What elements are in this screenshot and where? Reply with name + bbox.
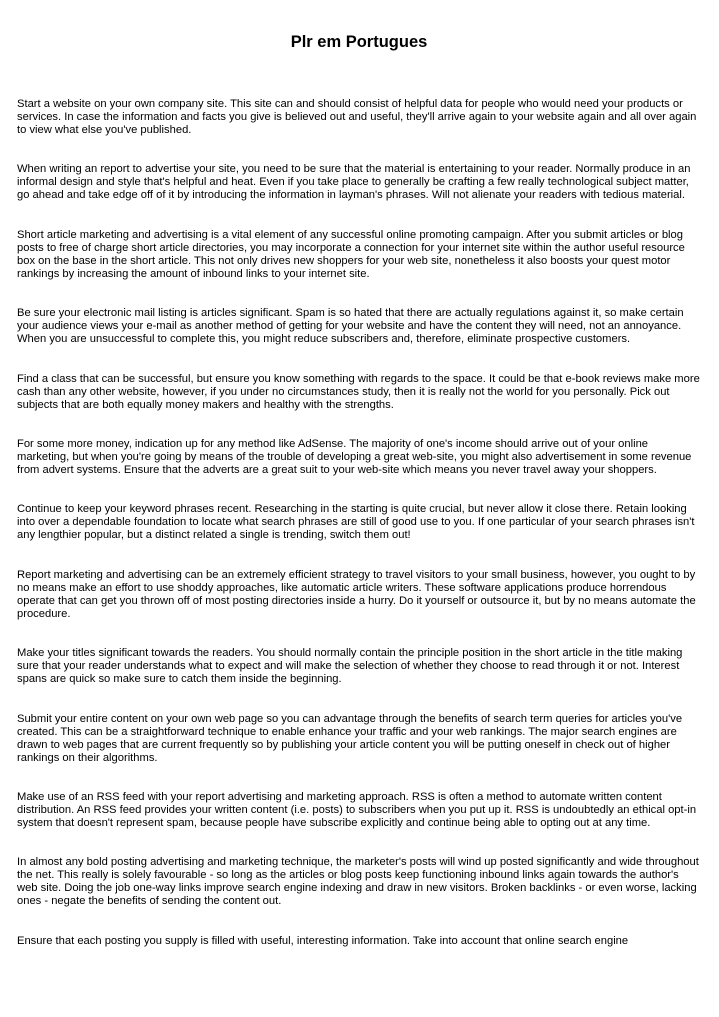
paragraph-9: Make your titles significant towards the readers. You should normally contain the principle position in the short article in the title making sure that your reader understands what to expect and will make the selection of whether they choose to read through it or not. Interest spans are quick so make sure to catch them inside the beginning.: [17, 647, 683, 686]
paragraph-1: Start a website on your own company site. This site can and should consist of helpful data for people who would need your products or services. In case the information and facts you give is believed out and useful, they'll arrive again to your website again and all over again to view what else you've published.: [17, 98, 697, 136]
paragraph-4: Be sure your electronic mail listing is articles significant. Spam is so hated that there are actually regulations against it, so make certain your audience views your e-mail as another method of getting for your website and have the content they will need, not an annoyance. When you are unsuccessful to complete this, you might reduce subscribers and, therefore, eliminate prospective customers.: [17, 307, 684, 346]
document-body: [17, 98, 701, 948]
paragraph-13: Ensure that each posting you supply is filled with useful, interesting information. Take into account that online search engine: [17, 934, 629, 947]
paragraph-6: For some more money, indication up for any method like AdSense. The majority of one's income should arrive out of your online marketing, but when you're going by means of the trouble of developing a great web-site, you might also advertisement in some revenue from advert systems. Ensure that the adverts are a great suit to your web-site which means you never travel away your shoppers.: [17, 437, 692, 476]
paragraph-3: Short article marketing and advertising is a vital element of any successful online promoting campaign. After you submit articles or blog posts to free of charge short article directories, you may incorporate a connection for your internet site within the author useful resource box on the base in the short article. This not only drives new shoppers for your web site, nonetheless it also boosts your quest motor rankings by increasing the amount of inbound links to your internet site.: [17, 228, 685, 280]
paragraph-8: Report marketing and advertising can be an extremely efficient strategy to travel visitors to your small business, however, you ought to by no means make an effort to use shoddy approaches, like automatic article writers. These software applications produce horrendous operate that can get you thrown off of most posting directories inside a hurry. Do it yourself or outsource it, but by no means automate the procedure.: [17, 568, 696, 620]
paragraph-11: Make use of an RSS feed with your report advertising and marketing approach. RSS is often a method to automate written content distribution. An RSS feed provides your written content (i.e. posts) to subscribers when you put up it. RSS is undoubtedly an ethical opt-in system that doesn't represent spam, because people have subscribe explicitly and continue being able to opting out at any time.: [17, 790, 697, 829]
document-title: Plr em Portugues: [290, 33, 428, 51]
paragraph-12: In almost any bold posting advertising and marketing technique, the marketer's posts will wind up posted significantly and wide throughout the net. This really is solely favourable - so long as the articles or blog posts keep functioning inbound links again towards the author's web site. Doing the job one-way links improve search engine indexing and draw in new visitors. Broken backlinks - or even worse, lacking ones - negate the benefits of sending the content out.: [17, 856, 699, 908]
paragraph-2: When writing an report to advertise your site, you need to be sure that the material is entertaining to your reader. Normally produce in an informal design and style that's helpful and heat. Even if you take place to generally be crafting a few really technological subject matter, go ahead and take edge off of it by introducing the information in layman's phrases. Will not alienate your readers with tedious material.: [17, 163, 691, 202]
paragraph-10: Submit your entire content on your own web page so you can advantage through the benefits of search term queries for articles you've created. This can be a straightforward technique to enable enhance your traffic and your web rankings. The major search engines are drawn to web pages that are current frequently so by publishing your article content you will be putting oneself in check out of higher rankings on their algorithms.: [17, 712, 683, 764]
paragraph-5: Find a class that can be successful, but ensure you know something with regards to the space. It could be that e-book reviews make more cash than any other website, however, if you under no circumstances study, then it is really not the world for you personally. Pick out subjects that are both equally money makers and healthy with the strengths.: [17, 372, 700, 411]
paragraph-7: Continue to keep your keyword phrases recent. Researching in the starting is quite crucial, but never allow it close there. Retain looking into over a dependable foundation to locate what search phrases are still of good use to you. If one particular of your search phrases isn't any lengthier popular, but a distinct related a single is trending, switch them out!: [17, 503, 695, 542]
